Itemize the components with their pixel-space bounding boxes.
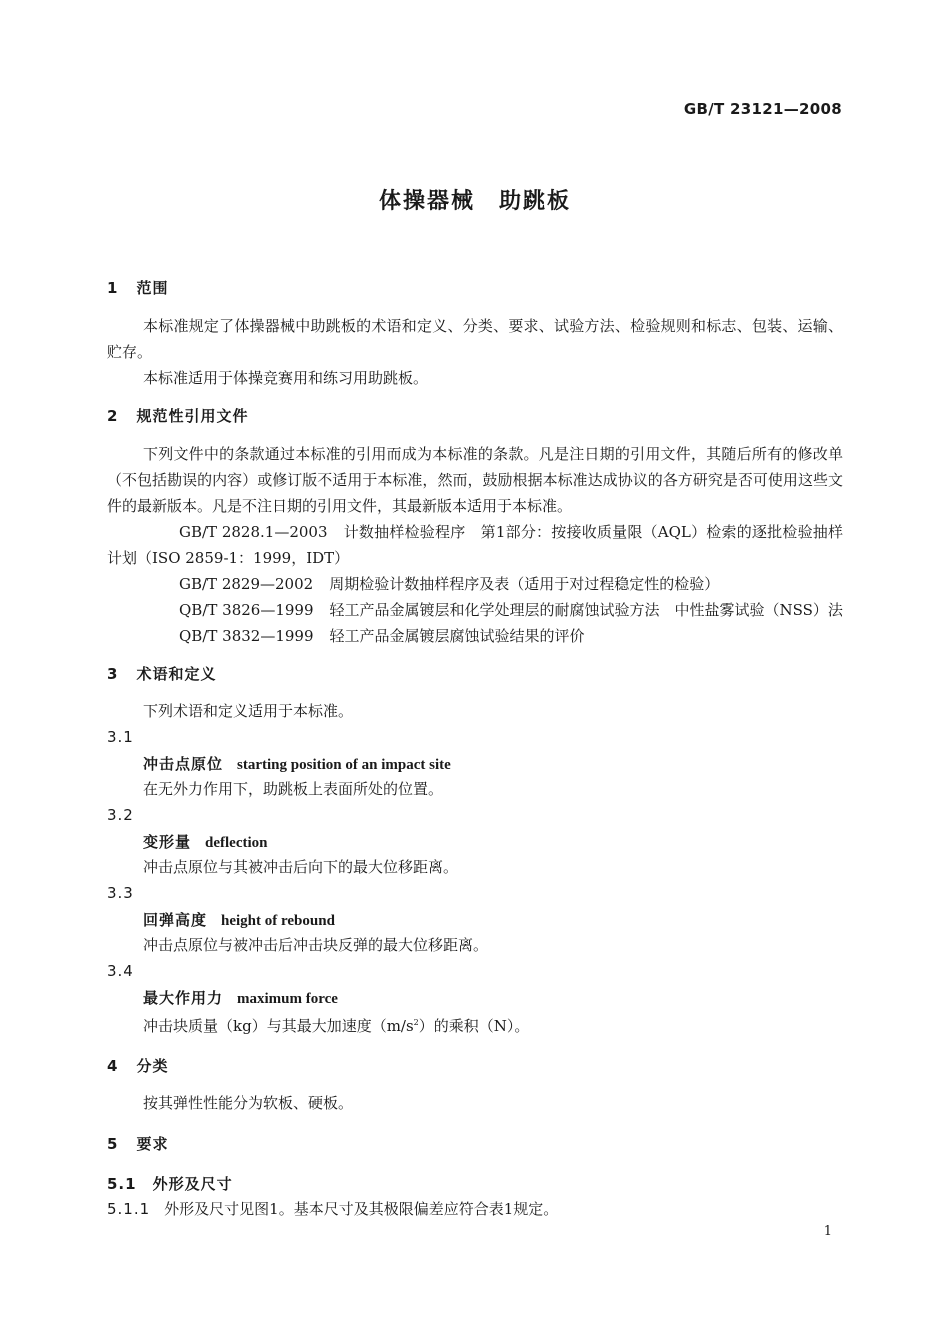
document-title: 体操器械 助跳板: [378, 189, 571, 214]
section-4-heading: [107, 1055, 168, 1076]
reference-code: GB/T 2828.1—2003: [179, 523, 328, 541]
section-1-number: 1: [107, 279, 119, 297]
term-heading: [143, 909, 335, 930]
reference-item: [107, 519, 843, 571]
reference-item: [107, 623, 843, 649]
term-chinese: 冲击点原位: [143, 755, 224, 773]
term-english: starting position of an impact site: [237, 757, 451, 773]
section-1-paragraph-2: 本标准适用于体操竞赛用和练习用助跳板。: [143, 369, 429, 387]
section-3-number: 3: [107, 665, 119, 683]
term-number: 3.3: [107, 884, 134, 902]
clause-5-1-1-number: 5.1.1: [107, 1200, 151, 1218]
term-english: deflection: [205, 835, 268, 851]
term-number: 3.1: [107, 728, 134, 746]
reference-code: QB/T 3832—1999: [179, 627, 314, 645]
section-1-heading: [107, 277, 168, 298]
clause-5-1-1: [107, 1196, 558, 1222]
term-heading: [143, 831, 268, 852]
reference-title: 轻工产品金属镀层腐蚀试验结果的评价: [329, 627, 585, 645]
section-2-heading: [107, 405, 248, 426]
term-chinese: 变形量: [143, 833, 192, 851]
term-english: height of rebound: [221, 913, 335, 929]
term-definition: [143, 1010, 529, 1039]
subsection-5-1-heading: [107, 1173, 233, 1194]
section-3-heading: [107, 663, 216, 684]
definition-text-pre: 冲击块质量（kg）与其最大加速度（m/s: [143, 1017, 414, 1035]
page-number: 1: [823, 1224, 832, 1239]
section-3-intro: 下列术语和定义适用于本标准。: [143, 702, 354, 720]
reference-code: QB/T 3826—1999: [179, 601, 314, 619]
section-1-paragraph-1: 本标准规定了体操器械中助跳板的术语和定义、分类、要求、试验方法、检验规则和标志、包装、运输、贮存。: [107, 317, 843, 361]
reference-title: 计数抽样检验程序 第1部分：按接收质量限（AQL）检索的逐批检验抽样计划（ISO 2859-1：1999，IDT）: [107, 523, 843, 567]
reference-code: GB/T 2829—2002: [179, 575, 314, 593]
section-3-title: 术语和定义: [136, 665, 217, 683]
definition-text-post: ）的乘积（N）。: [418, 1017, 530, 1035]
term-heading: [143, 753, 451, 774]
subsection-5-1-title: 外形及尺寸: [152, 1175, 233, 1193]
reference-title: 轻工产品金属镀层和化学处理层的耐腐蚀试验方法 中性盐雾试验（NSS）法: [329, 601, 843, 619]
section-2-number: 2: [107, 407, 119, 425]
section-5-number: 5: [107, 1135, 119, 1153]
section-2-title: 规范性引用文件: [136, 407, 249, 425]
section-2-paragraph-1: 下列文件中的条款通过本标准的引用而成为本标准的条款。凡是注日期的引用文件，其随后所有的修改单（不包括勘误的内容）或修订版不适用于本标准，然而，鼓励根据本标准达成协议的各方研究是否可使用这些文件的最新版本。凡是不注日期的引用文件，其最新版本适用于本标准。: [107, 445, 843, 515]
reference-item: [107, 571, 843, 597]
term-definition: 冲击点原位与其被冲击后向下的最大位移距离。: [143, 858, 459, 876]
term-definition: 在无外力作用下，助跳板上表面所处的位置。: [143, 780, 444, 798]
term-english: maximum force: [237, 991, 338, 1007]
clause-5-1-1-text: 外形及尺寸见图1。基本尺寸及其极限偏差应符合表1规定。: [164, 1200, 559, 1218]
standard-code: GB/T 23121—2008: [683, 100, 842, 118]
section-5-heading: [107, 1133, 168, 1154]
reference-item: [107, 597, 843, 623]
term-number: 3.4: [107, 962, 134, 980]
subsection-5-1-number: 5.1: [107, 1175, 137, 1193]
section-4-title: 分类: [136, 1057, 169, 1075]
section-4-paragraph-1: 按其弹性性能分为软板、硬板。: [143, 1094, 354, 1112]
term-chinese: 最大作用力: [143, 989, 224, 1007]
section-5-title: 要求: [136, 1135, 169, 1153]
term-chinese: 回弹高度: [143, 911, 208, 929]
reference-title: 周期检验计数抽样程序及表（适用于对过程稳定性的检验）: [329, 575, 720, 593]
term-definition: 冲击点原位与被冲击后冲击块反弹的最大位移距离。: [143, 936, 489, 954]
superscript-exponent: 2: [413, 1018, 419, 1027]
section-4-number: 4: [107, 1057, 119, 1075]
term-heading: [143, 987, 338, 1008]
term-number: 3.2: [107, 806, 134, 824]
section-1-title: 范围: [136, 279, 169, 297]
